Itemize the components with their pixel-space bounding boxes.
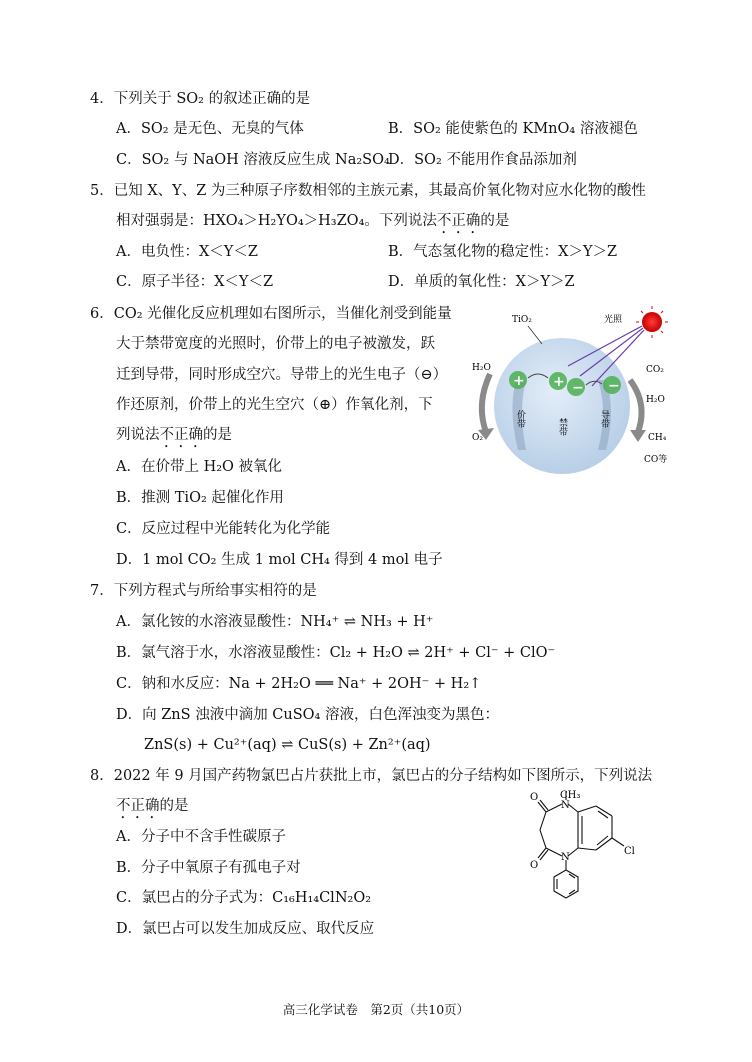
q5-stem-line1: 5．已知 X、Y、Z 为三种原子序数相邻的主族元素，其最高价氧化物对应水化物的酸性 xyxy=(90,183,646,199)
chlorine-label: Cl xyxy=(624,846,635,857)
q8-stem-line2 xyxy=(116,797,189,822)
q7-option-c: C．钠和水反应：Na + 2H₂O ══ Na⁺ + 2OH⁻ + H₂↑ xyxy=(116,676,482,692)
page-footer: 高三化学试卷 第2页（共10页） xyxy=(282,1002,470,1017)
tio2-label: TiO₂ xyxy=(512,315,532,325)
co2-label: CO₂ xyxy=(646,365,664,375)
q8-option-d: D．氯巴占可以发生加成反应、取代反应 xyxy=(116,921,375,937)
oxygen-top-label: O xyxy=(530,792,539,803)
svg-text:+: + xyxy=(553,374,565,390)
conduction-band-label: 导带 xyxy=(599,410,609,428)
q4-option-c: C．SO₂ 与 NaOH 溶液反应生成 Na₂SO₄ xyxy=(116,152,390,168)
q7-option-d: D．向 ZnS 浊液中滴加 CuSO₄ 溶液，白色浑浊变为黑色： xyxy=(116,707,499,723)
q6-emphasis: 不正确 xyxy=(159,427,203,443)
q5-emphasis: 不正确 xyxy=(436,213,481,229)
q5-stem-line2 xyxy=(116,212,509,237)
q6-stem-line5 xyxy=(116,426,232,451)
q5-option-a: A．电负性：X＜Y＜Z xyxy=(116,244,258,260)
sun-icon xyxy=(642,312,662,332)
nitrogen-top-label: N xyxy=(561,800,570,811)
q8-emphasis: 不正确 xyxy=(116,798,160,814)
light-label: 光照 xyxy=(604,315,623,325)
ch3-label: CH₃ xyxy=(560,790,581,801)
photocatalysis-diagram xyxy=(468,300,680,480)
svg-text:−: − xyxy=(608,378,620,394)
q6-stem-end: 的是 xyxy=(203,427,232,443)
q6-option-c: C．反应过程中光能转化为化学能 xyxy=(116,521,331,537)
q5-stem-text: 相对强弱是：HXO₄＞H₂YO₄＞H₃ZO₄。下列说法 xyxy=(116,213,437,229)
q6-option-d: D．1 mol CO₂ 生成 1 mol CH₄ 得到 4 mol 电子 xyxy=(116,552,443,568)
q8-option-b: B．分子中氧原子有孤电子对 xyxy=(116,860,301,876)
q5-option-c: C．原子半径：X＜Y＜Z xyxy=(116,274,274,290)
q6-stem-line2: 大于禁带宽度的光照时，价带上的电子被激发，跃 xyxy=(116,336,435,352)
q4-stem: 4．下列关于 SO₂ 的叙述正确的是 xyxy=(90,91,311,107)
ch4-label: CH₄ xyxy=(648,433,667,443)
q7-option-d-equation: ZnS(s) + Cu²⁺(aq) ⇌ CuS(s) + Zn²⁺(aq) xyxy=(144,737,431,753)
svg-text:+: + xyxy=(513,373,525,389)
q8-stem-line1: 8．2022 年 9 月国产药物氯巴占片获批上市，氯巴占的分子结构如下图所示，下列说法 xyxy=(90,768,653,784)
q6-option-b: B．推测 TiO₂ 起催化作用 xyxy=(116,490,284,506)
q8-option-a: A．分子中不含手性碳原子 xyxy=(116,829,286,845)
q6-option-a: A．在价带上 H₂O 被氧化 xyxy=(116,459,283,475)
h2o-left-label: H₂O xyxy=(472,363,491,373)
q6-stem-line1: 6．CO₂ 光催化反应机理如右图所示，当催化剂受到能量 xyxy=(90,306,452,322)
right-reaction-arrow xyxy=(630,380,642,432)
q7-option-a: A．氯化铵的水溶液显酸性：NH₄⁺ ⇌ NH₃ + H⁺ xyxy=(116,614,434,630)
left-reaction-arrow xyxy=(482,374,490,432)
oxygen-bottom-label: O xyxy=(530,860,539,871)
clobazam-structure xyxy=(520,790,650,910)
q7-stem: 7．下列方程式与所给事实相符的是 xyxy=(90,583,317,599)
co-label: CO等 xyxy=(644,455,668,465)
valence-band-label: 价带 xyxy=(515,410,525,428)
o2-label: O₂ xyxy=(472,433,483,443)
q6-stem-line3: 迁到导带，同时形成空穴。导带上的光生电子（⊖） xyxy=(116,367,448,383)
q6-stem-text: 列说法 xyxy=(116,427,160,443)
q4-option-b: B．SO₂ 能使紫色的 KMnO₄ 溶液褪色 xyxy=(388,121,638,137)
q5-stem-end: 的是 xyxy=(480,213,510,229)
nitrogen-bottom-label: N xyxy=(561,852,570,863)
forbidden-band-label: 禁带 xyxy=(557,418,567,436)
q4-option-a: A．SO₂ 是无色、无臭的气体 xyxy=(116,121,304,137)
q5-option-b: B．气态氢化物的稳定性：X＞Y＞Z xyxy=(388,244,618,260)
h2o-right-label: H₂O xyxy=(646,395,665,405)
svg-text:−: − xyxy=(572,380,584,396)
q6-stem-line4: 作还原剂，价带上的光生空穴（⊕）作氧化剂，下 xyxy=(116,397,433,413)
q4-option-d: D．SO₂ 不能用作食品添加剂 xyxy=(388,152,577,168)
q7-option-b: B．氯气溶于水，水溶液显酸性：Cl₂ + H₂O ⇌ 2H⁺ + Cl⁻ + ClO⁻ xyxy=(116,645,556,661)
q8-stem-end: 的是 xyxy=(159,798,189,814)
q8-option-c: C．氯巴占的分子式为：C₁₆H₁₄ClN₂O₂ xyxy=(116,890,372,906)
q5-option-d: D．单质的氧化性：X＞Y＞Z xyxy=(388,274,575,290)
